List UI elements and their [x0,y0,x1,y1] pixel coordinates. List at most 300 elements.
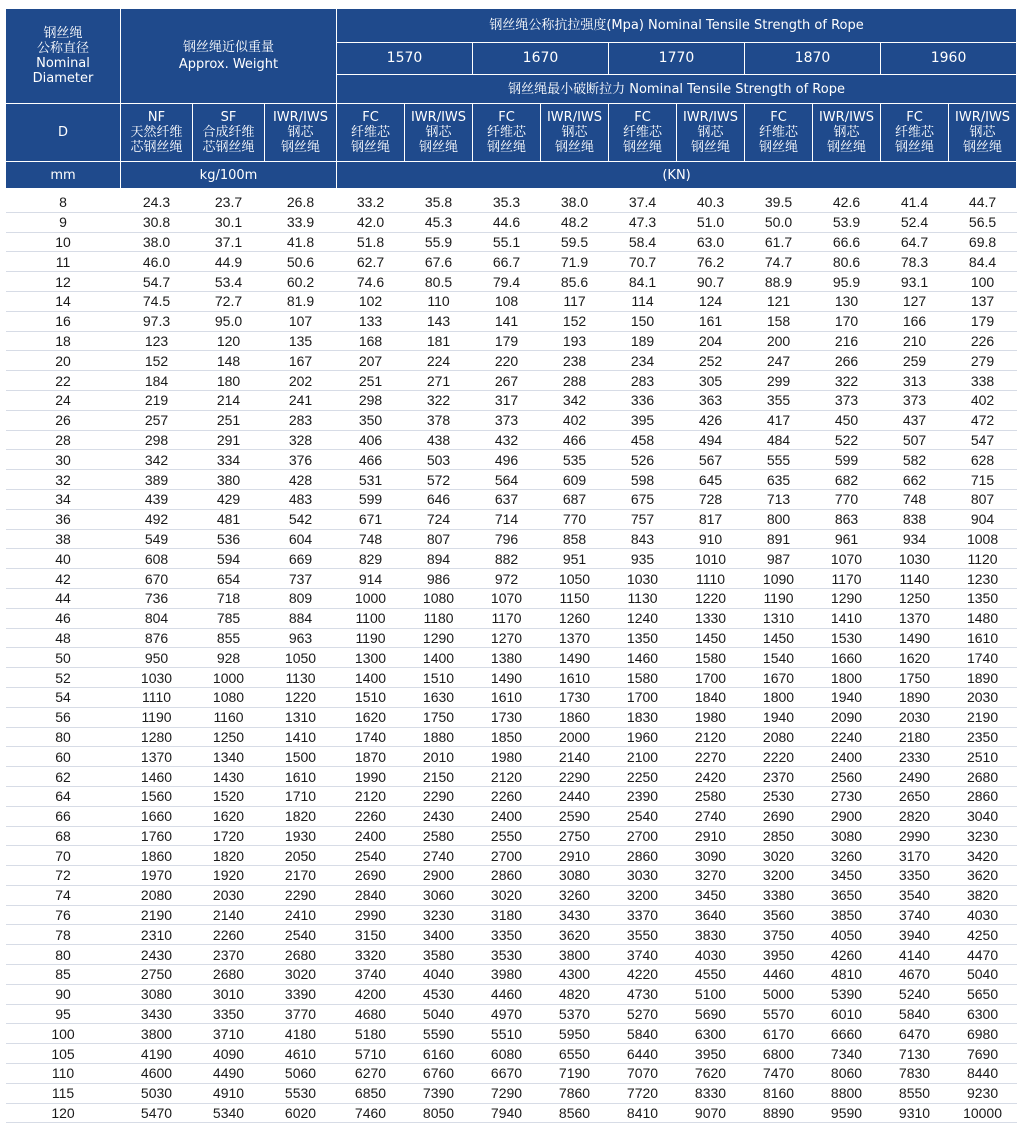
value-cell: 3180 [490,907,523,924]
value-cell: 439 [144,491,169,508]
value-cell: 2220 [762,748,795,765]
value-cell: 62.7 [356,253,385,270]
value-cell: 1350 [966,590,999,607]
value-cell: 843 [630,530,655,547]
value-cell: 7460 [354,1105,387,1122]
diameter-label-en-1: Nominal [36,56,90,71]
value-cell: 645 [698,471,723,488]
value-cell: 3020 [762,847,795,864]
weight-col-iwr-header-line: 钢芯 [287,125,314,140]
table-row [6,489,1017,509]
value-cell: 124 [698,293,723,310]
value-cell: 88.9 [764,273,793,290]
value-cell: 298 [358,392,383,409]
value-cell: 458 [630,431,655,448]
value-cell: 3450 [830,867,863,884]
diameter-cell: 46 [55,610,71,627]
diameter-cell: 72 [55,867,71,884]
value-cell: 484 [766,431,791,448]
value-cell: 84.1 [628,273,657,290]
value-cell: 3770 [284,1006,317,1023]
value-cell: 522 [834,431,859,448]
value-cell: 24.3 [142,194,171,211]
table-row [6,984,1017,1004]
table-row [6,189,1017,213]
column-subheaders [6,104,1017,162]
value-cell: 334 [216,451,241,468]
breaking-force-header: 钢丝绳最小破断拉力 Nominal Tensile Strength of Rope [337,75,1017,104]
value-cell: 496 [494,451,519,468]
value-cell: 108 [494,293,519,310]
value-cell: 432 [494,431,519,448]
value-cell: 1540 [762,649,795,666]
value-cell: 1610 [490,689,523,706]
diameter-cell: 80 [55,728,71,745]
value-cell: 1008 [966,530,999,547]
value-cell: 2290 [558,768,591,785]
value-cell: 224 [426,352,451,369]
value-cell: 291 [216,431,241,448]
table-row [6,450,1017,470]
value-cell: 1000 [212,669,245,686]
value-cell: 748 [902,491,927,508]
value-cell: 137 [970,293,995,310]
value-cell: 74.7 [764,253,793,270]
value-cell: 2740 [422,847,455,864]
value-cell: 535 [562,451,587,468]
table-row [6,529,1017,549]
weight-col-nf-header-line: NF [147,110,166,125]
value-cell: 4030 [966,907,999,924]
value-cell: 728 [698,491,723,508]
value-cell: 1220 [694,590,727,607]
value-cell: 3540 [898,887,931,904]
fc-1960-header-line: FC [906,110,923,125]
value-cell: 1370 [898,610,931,627]
fc-1870-header-line: 钢丝绳 [758,140,798,155]
value-cell: 219 [144,392,169,409]
value-cell: 3170 [898,847,931,864]
diameter-cell: 28 [55,431,71,448]
value-cell: 342 [144,451,169,468]
value-cell: 60.2 [286,273,315,290]
diameter-cell: 24 [55,392,71,409]
value-cell: 6270 [354,1065,387,1082]
table-row [6,351,1017,371]
diameter-cell: 74 [55,887,71,904]
value-cell: 4250 [966,926,999,943]
value-cell: 2440 [558,788,591,805]
value-cell: 148 [216,352,241,369]
value-cell: 1190 [763,590,794,607]
value-cell: 100 [970,273,995,290]
value-cell: 904 [970,511,995,528]
value-cell: 3820 [966,887,999,904]
value-cell: 3270 [694,867,727,884]
value-cell: 8160 [762,1085,795,1102]
value-cell: 189 [630,332,655,349]
value-cell: 3560 [762,907,795,924]
value-cell: 1580 [694,649,727,666]
value-cell: 1620 [212,808,245,825]
iwr-1870-header-line: 钢丝绳 [826,140,866,155]
value-cell: 1230 [966,570,999,587]
value-cell: 8560 [558,1105,591,1122]
value-cell: 141 [494,313,519,330]
value-cell: 1330 [694,610,727,627]
diameter-cell: 30 [55,451,71,468]
value-cell: 5590 [422,1025,455,1042]
value-cell: 809 [288,590,313,607]
value-cell: 4200 [354,986,387,1003]
value-cell: 1150 [559,590,590,607]
table-row [6,608,1017,628]
value-cell: 117 [563,293,586,310]
value-cell: 220 [494,352,519,369]
value-cell: 770 [562,511,587,528]
value-cell: 3430 [140,1006,173,1023]
fc-1960-header [881,104,949,162]
table-row [6,232,1017,252]
diameter-cell: 8 [59,194,67,211]
weight-col-iwr-header-line: IWR/IWS [272,110,329,125]
value-cell: 59.5 [560,233,589,250]
value-cell: 152 [562,313,587,330]
value-cell: 1990 [354,768,387,785]
value-cell: 3550 [626,926,659,943]
weight-col-nf-header [121,104,193,162]
value-cell: 26.8 [286,194,315,211]
value-cell: 2910 [558,847,591,864]
value-cell: 2390 [626,788,659,805]
value-cell: 259 [902,352,927,369]
value-cell: 5340 [212,1105,245,1122]
value-cell: 81.9 [286,293,315,310]
value-cell: 503 [426,451,451,468]
table-row [6,1024,1017,1044]
value-cell: 1250 [898,590,931,607]
value-cell: 7720 [626,1085,659,1102]
value-cell: 41.8 [286,233,315,250]
value-cell: 671 [358,511,383,528]
value-cell: 4490 [212,1065,245,1082]
fc-1570-header-line: 纤维芯 [350,125,390,140]
value-cell: 33.2 [356,194,385,211]
diameter-cell: 80 [55,946,71,963]
value-cell: 158 [766,313,791,330]
value-cell: 23.7 [214,194,243,211]
diameter-cell: 78 [55,926,71,943]
value-cell: 38.0 [142,233,171,250]
value-cell: 402 [562,412,587,429]
value-cell: 3020 [284,966,317,983]
value-cell: 1270 [490,629,523,646]
iwr-1570-header-line: 钢丝绳 [418,140,458,155]
value-cell: 3980 [490,966,523,983]
value-cell: 450 [834,412,859,429]
value-cell: 97.3 [142,313,171,330]
value-cell: 2680 [212,966,245,983]
value-cell: 670 [144,570,169,587]
value-cell: 1820 [212,847,245,864]
diameter-cell: 62 [55,768,71,785]
value-cell: 5370 [558,1006,591,1023]
value-cell: 30.1 [214,214,243,231]
value-cell: 67.6 [424,253,453,270]
value-cell: 567 [698,451,723,468]
value-cell: 2430 [140,946,173,963]
value-cell: 5840 [626,1025,659,1042]
value-cell: 78.3 [900,253,929,270]
value-cell: 2260 [354,808,387,825]
value-cell: 40.3 [696,194,725,211]
fc-1570-header [337,104,405,162]
value-cell: 1510 [354,689,387,706]
fc-1770-header-line: 钢丝绳 [622,140,662,155]
value-cell: 2990 [898,827,931,844]
value-cell: 350 [358,412,383,429]
value-cell: 84.4 [968,253,997,270]
value-cell: 74.6 [356,273,385,290]
diameter-cell: 68 [55,827,71,844]
value-cell: 42.6 [832,194,861,211]
iwr-1870-header-line: IWR/IWS [818,110,875,125]
value-cell: 8800 [830,1085,863,1102]
value-cell: 582 [902,451,927,468]
value-cell: 682 [834,471,859,488]
diameter-cell: 100 [51,1025,75,1042]
value-cell: 63.0 [696,233,725,250]
iwr-1770-header-line: 钢芯 [697,125,724,140]
value-cell: 2530 [762,788,795,805]
diameter-cell: 20 [55,352,71,369]
value-cell: 1620 [898,649,931,666]
value-cell: 72.7 [214,293,243,310]
value-cell: 2420 [694,768,727,785]
value-cell: 4180 [284,1025,317,1042]
value-cell: 102 [358,293,383,310]
value-cell: 181 [426,332,451,349]
value-cell: 313 [902,372,927,389]
table-row [6,846,1017,866]
diameter-cell: 120 [51,1105,75,1122]
diameter-cell: 10 [55,233,71,250]
value-cell: 283 [288,412,313,429]
value-cell: 2540 [626,808,659,825]
value-cell: 2290 [422,788,455,805]
diameter-cell: 34 [55,491,71,508]
diameter-cell: 66 [55,808,71,825]
value-cell: 4600 [140,1065,173,1082]
table-row [6,1044,1017,1064]
value-cell: 800 [766,511,791,528]
value-cell: 7940 [490,1105,523,1122]
diameter-cell: 110 [51,1065,75,1082]
value-cell: 1670 [762,669,795,686]
iwr-1870-header-line: 钢芯 [833,125,860,140]
value-cell: 121 [766,293,791,310]
value-cell: 3800 [140,1025,173,1042]
value-cell: 2140 [558,748,591,765]
value-cell: 7470 [762,1065,795,1082]
value-cell: 5100 [694,986,727,1003]
table-row [6,430,1017,450]
value-cell: 6850 [354,1085,387,1102]
value-cell: 389 [144,471,169,488]
value-cell: 80.6 [832,253,861,270]
value-cell: 1000 [354,590,387,607]
value-cell: 858 [562,530,587,547]
value-cell: 3750 [762,926,795,943]
value-cell: 1970 [140,867,173,884]
value-cell: 8440 [966,1065,999,1082]
table-row [6,390,1017,410]
value-cell: 2750 [140,966,173,983]
value-cell: 2490 [898,768,931,785]
iwr-1960-header-line: 钢丝绳 [963,140,1003,155]
value-cell: 736 [144,590,169,607]
value-cell: 492 [144,511,169,528]
value-cell: 167 [288,352,313,369]
diameter-cell: 16 [55,313,71,330]
value-cell: 2100 [626,748,659,765]
diameter-cell: 50 [55,649,71,666]
value-cell: 4670 [898,966,931,983]
value-cell: 8050 [422,1105,455,1122]
value-cell: 2700 [626,827,659,844]
grade-1770: 1770 [609,43,745,75]
value-cell: 604 [288,530,313,547]
value-cell: 1460 [626,649,659,666]
diameter-label-cn-2: 公称直径 [36,41,89,56]
value-cell: 1740 [354,728,387,745]
value-cell: 3040 [966,808,999,825]
value-cell: 3950 [694,1045,727,1062]
table-row [6,687,1017,707]
value-cell: 1030 [898,550,931,567]
value-cell: 2740 [694,808,727,825]
value-cell: 328 [288,431,313,448]
value-cell: 1660 [830,649,863,666]
value-cell: 1250 [212,728,245,745]
weight-label-en: Approx. Weight [178,57,279,72]
value-cell: 1710 [284,788,317,805]
value-cell: 35.3 [492,194,521,211]
value-cell: 2180 [898,728,931,745]
value-cell: 6980 [966,1025,999,1042]
value-cell: 1410 [830,610,863,627]
value-cell: 428 [288,471,313,488]
value-cell: 863 [834,511,859,528]
value-cell: 855 [216,629,241,646]
value-cell: 2260 [212,926,245,943]
fc-1960-header-line: 钢丝绳 [894,140,934,155]
value-cell: 951 [562,550,587,567]
value-cell: 914 [358,570,383,587]
value-cell: 2050 [284,847,317,864]
value-cell: 5270 [626,1006,659,1023]
diameter-cell: 11 [55,253,71,270]
table-row [6,272,1017,292]
value-cell: 1850 [490,728,523,745]
value-cell: 61.7 [764,233,793,250]
value-cell: 66.7 [492,253,521,270]
value-cell: 114 [631,293,654,310]
value-cell: 5840 [898,1006,931,1023]
value-cell: 130 [834,293,859,310]
value-cell: 6300 [966,1006,999,1023]
value-cell: 757 [630,511,655,528]
value-cell: 70.7 [628,253,657,270]
diameter-cell: 22 [55,372,71,389]
value-cell: 466 [358,451,383,468]
value-cell: 1960 [626,728,659,745]
value-cell: 2240 [830,728,863,745]
value-cell: 2370 [762,768,795,785]
value-cell: 4550 [694,966,727,983]
value-cell: 44.7 [968,194,997,211]
value-cell: 166 [902,313,927,330]
value-cell: 161 [698,313,723,330]
value-cell: 266 [834,352,859,369]
value-cell: 279 [970,352,995,369]
value-cell: 1510 [422,669,455,686]
value-cell: 8060 [830,1065,863,1082]
value-cell: 1240 [626,610,659,627]
value-cell: 4190 [140,1045,173,1062]
value-cell: 51.0 [696,214,725,231]
table-row [6,291,1017,311]
fc-1960-header-line: 纤维芯 [894,125,934,140]
value-cell: 1380 [490,649,523,666]
value-cell: 748 [358,530,383,547]
value-cell: 3740 [354,966,387,983]
value-cell: 80.5 [424,273,453,290]
value-cell: 829 [358,550,383,567]
value-cell: 6020 [284,1105,317,1122]
value-cell: 494 [698,431,723,448]
table-row [6,965,1017,985]
value-cell: 180 [216,372,241,389]
value-cell: 3740 [626,946,659,963]
value-cell: 1940 [762,709,795,726]
value-cell: 44.9 [214,253,243,270]
value-cell: 241 [288,392,313,409]
value-cell: 599 [834,451,859,468]
fc-1670-header-line: 纤维芯 [486,125,526,140]
value-cell: 1450 [694,629,727,646]
value-cell: 564 [494,471,519,488]
value-cell: 715 [970,471,995,488]
value-cell: 1700 [626,689,659,706]
value-cell: 1800 [762,689,795,706]
value-cell: 1920 [212,867,245,884]
iwr-1870-header [813,104,881,162]
value-cell: 133 [358,313,383,330]
value-cell: 481 [216,511,241,528]
value-cell: 1110 [695,570,726,587]
value-cell: 526 [630,451,655,468]
value-cell: 1750 [898,669,931,686]
value-cell: 9590 [830,1105,863,1122]
value-cell: 6170 [762,1025,795,1042]
value-cell: 807 [970,491,995,508]
weight-label-cn: 钢丝绳近似重量 [182,40,274,55]
diameter-cell: 85 [55,966,71,983]
value-cell: 336 [630,392,655,409]
iwr-1960-header-line: 钢芯 [969,125,996,140]
table-row [6,727,1017,747]
